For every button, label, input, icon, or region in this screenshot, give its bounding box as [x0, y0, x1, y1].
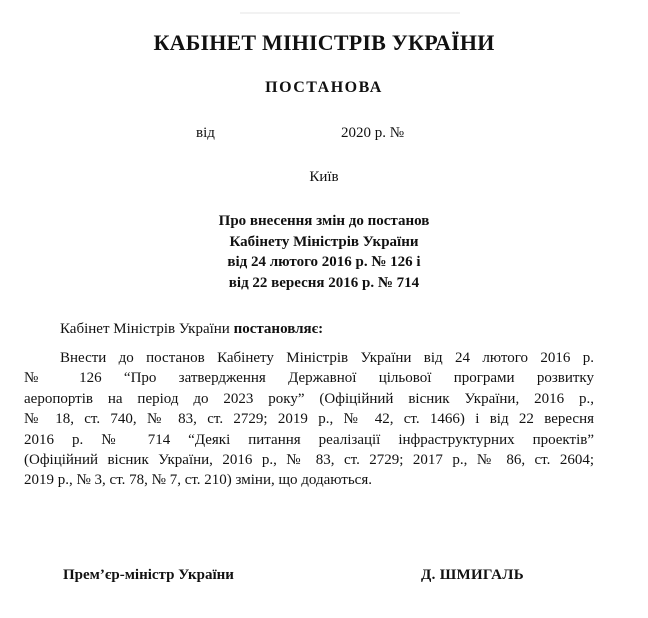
date-year-number: 2020 р. № [341, 125, 405, 141]
signatory-name: Д. ШМИГАЛЬ [421, 567, 524, 583]
subject-line: Про внесення змін до постанов [218, 213, 430, 229]
body-line: № 126 “Про затвердження Державної цільової програми розвитку [24, 370, 594, 387]
document-type: ПОСТАНОВА [265, 79, 383, 96]
preamble-text: Кабінет Міністрів України [60, 321, 234, 337]
subject-line: від 24 лютого 2016 р. № 126 і [227, 254, 421, 270]
resolution-body [24, 348, 594, 491]
body-line: 2019 р., № 3, ст. 78, № 7, ст. 210) зміни, що додаються. [24, 472, 372, 489]
date-from-label: від [196, 125, 215, 141]
city-name: Київ [309, 169, 339, 185]
body-line: 2016 р. № 714 “Деякі питання реалізації інфраструктурних проектів” [24, 431, 594, 448]
subject-line: Кабінету Міністрів України [229, 233, 419, 250]
subject-line: від 22 вересня 2016 р. № 714 [228, 274, 420, 291]
organization-title: КАБІНЕТ МІНІСТРІВ УКРАЇНИ [153, 30, 495, 55]
body-line: (Офіційний вісник України, 2016 р., № 83, ст. 2729; 2017 р., № 86, ст. 2604; [24, 451, 594, 468]
signatory-position: Прем’єр-міністр України [63, 567, 234, 583]
body-line: аеропортів на період до 2023 року” (Офіційний вісник України, 2016 р., [24, 390, 594, 407]
body-line: Внести до постанов Кабінету Міністрів України від 24 лютого 2016 р. [60, 350, 594, 366]
preamble-emphasis: постановляє: [233, 321, 324, 337]
body-line: № 18, ст. 740, № 83, ст. 2729; 2019 р., № 42, ст. 1466) і від 22 вересня [24, 411, 594, 428]
scan-artifact [240, 12, 460, 14]
document-subject [0, 211, 648, 293]
preamble [60, 321, 323, 338]
